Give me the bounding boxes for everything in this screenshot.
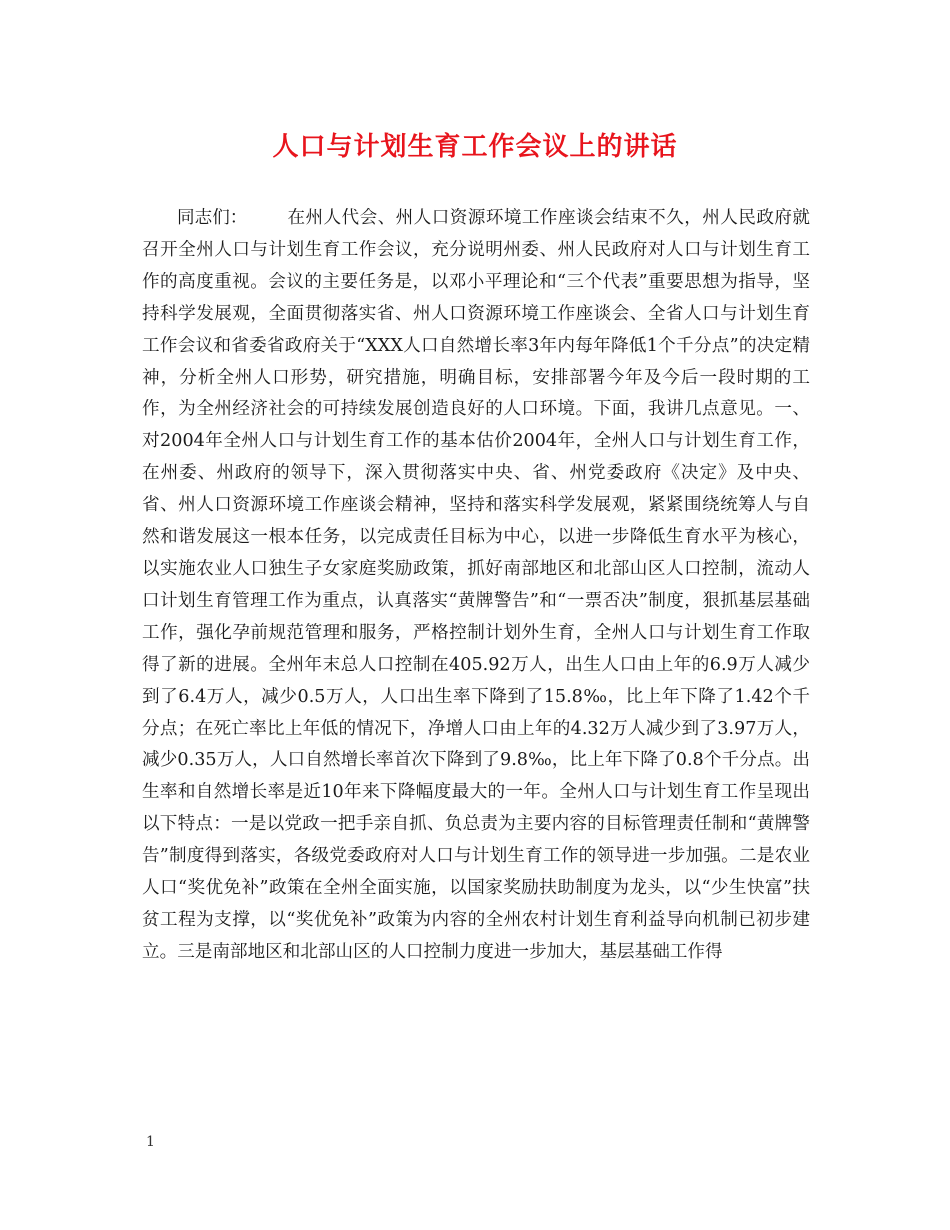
document-title: 人口与计划生育工作会议上的讲话 (272, 132, 678, 162)
salutation: 同志们： (177, 208, 248, 228)
body-text: 在州人代会、州人口资源环境工作座谈会结束不久，州人民政府就召开全州人口与计划生育工作会议，充分说明州委、州人民政府对人口与计划生育工作的高度重视。会议的主要任务是，以邓小平理论和“三个代表”重要思想为指导，坚持科学发展观，全面贯彻落实省、州人口资源环境工作座谈会、全省人口与计划生育工作会议和省委省政府关于“XXX人口自然增长率3年内每年降低1个千分点”的决定精神，分析全州人口形势，研究措施，明确目标，安排部署今年及今后一段时期的工作，为全州经济社会的可持续发展创造良好的人口环境。下面，我讲几点意见。一、对2004年全州人口与计划生育工作的基本估价2004年，全州人口与计划生育工作，在州委、州政府的领导下，深入贯彻落实中央、省、州党委政府《决定》及中央、省、州人口资源环境工作座谈会精神，坚持和落实科学发展观，紧紧围绕统筹人与自然和谐发展这一根本任务，以完成责任目标为中心，以进一步降低生育水平为核心，以实施农业人口独生子女家庭奖励政策，抓好南部地区和北部山区人口控制，流动人口计划生育管理工作为重点，认真落实“黄牌警告”和“一票否决”制度，狠抓基层基础工作，强化孕前规范管理和服务，严格控制计划外生育，全州人口与计划生育工作取得了新的进展。全州年末总人口控制在405.92万人，出生人口由上年的6.9万人减少到了6.4万人，减少0.5万人，人口出生率下降到了15.8‰，比上年下降了1.42个千分点；在死亡率比上年低的情况下，净增人口由上年的4.32万人减少到了3.97万人，减少0.35万人，人口自然增长率首次下降到了9.8‰，比上年下降了0.8个千分点。出生率和自然增长率是近10年来下降幅度最大的一年。全州人口与计划生育工作呈现出以下特点：一是以党政一把手亲自抓、负总责为主要内容的目标管理责任制和“黄牌警告”制度得到落实，各级党委政府对人口与计划生育工作的领导进一步加强。二是农业人口“奖优免补”政策在全州全面实施，以国家奖励扶助制度为龙头，以“少生快富”扶贫工程为支撑，以“奖优免补”政策为内容的全州农村计划生育利益导向机制已初步建立。三是南部地区和北部山区的人口控制力度进一步加大，基层基础工作得 (142, 208, 810, 962)
body-paragraph (142, 203, 810, 969)
page-number: 1 (146, 1134, 155, 1150)
